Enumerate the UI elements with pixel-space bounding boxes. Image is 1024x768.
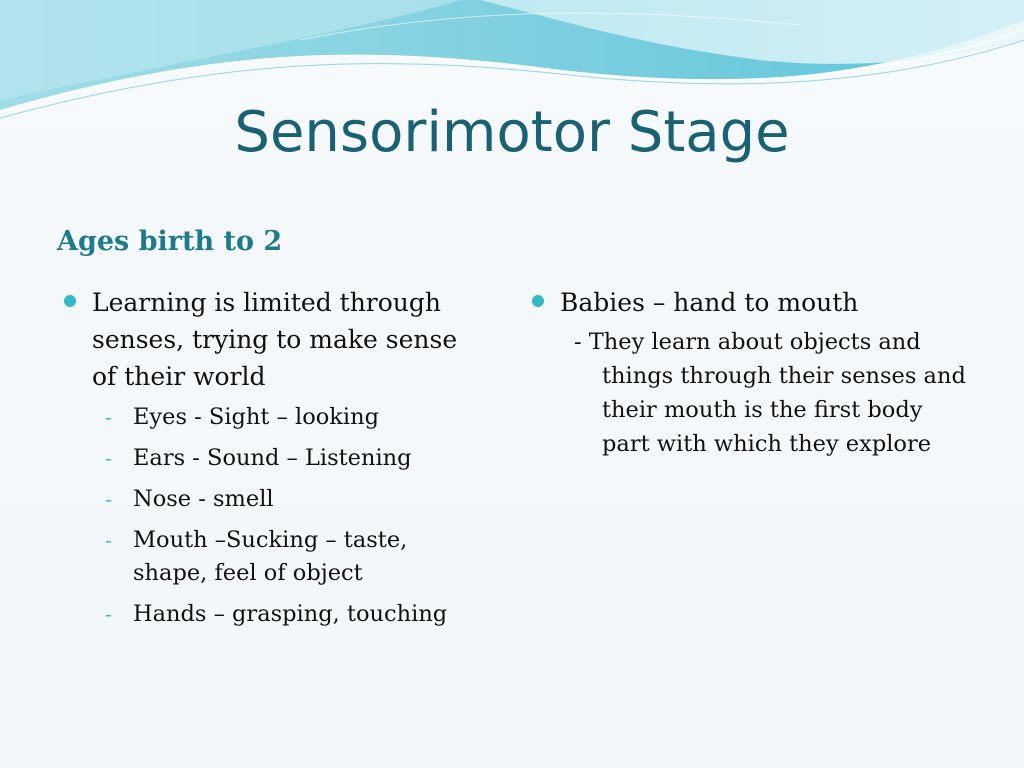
list-item: - Hands – grasping, touching: [62, 598, 482, 631]
dash-icon: -: [105, 528, 112, 552]
right-bullet-text: Babies – hand to mouth: [560, 288, 859, 317]
dash-icon: -: [105, 487, 112, 511]
bullet-dot-icon: [64, 295, 76, 307]
list-item: - Nose - smell: [62, 483, 482, 516]
right-bullet: [530, 284, 970, 321]
slide-title: Sensorimotor Stage: [234, 100, 790, 165]
dash-icon: -: [105, 602, 112, 626]
dash-icon: -: [105, 405, 112, 429]
left-column: [62, 284, 482, 639]
bullet-dot-icon: [532, 295, 544, 307]
left-bullet: [62, 284, 482, 395]
list-item: - Eyes - Sight – looking: [62, 401, 482, 434]
dash-icon: -: [105, 446, 112, 470]
right-detail-text: - They learn about objects and things through their senses and their mouth is the first body part with which they explore: [574, 329, 966, 457]
right-column: [530, 284, 970, 461]
list-item: - Mouth –Sucking – taste, shape, feel of object: [62, 524, 482, 590]
slide-subtitle: Ages birth to 2: [57, 226, 283, 257]
list-item: - Ears - Sound – Listening: [62, 442, 482, 475]
senses-list: [62, 401, 482, 631]
left-bullet-text: Learning is limited through senses, trying to make sense of their world: [92, 288, 458, 391]
